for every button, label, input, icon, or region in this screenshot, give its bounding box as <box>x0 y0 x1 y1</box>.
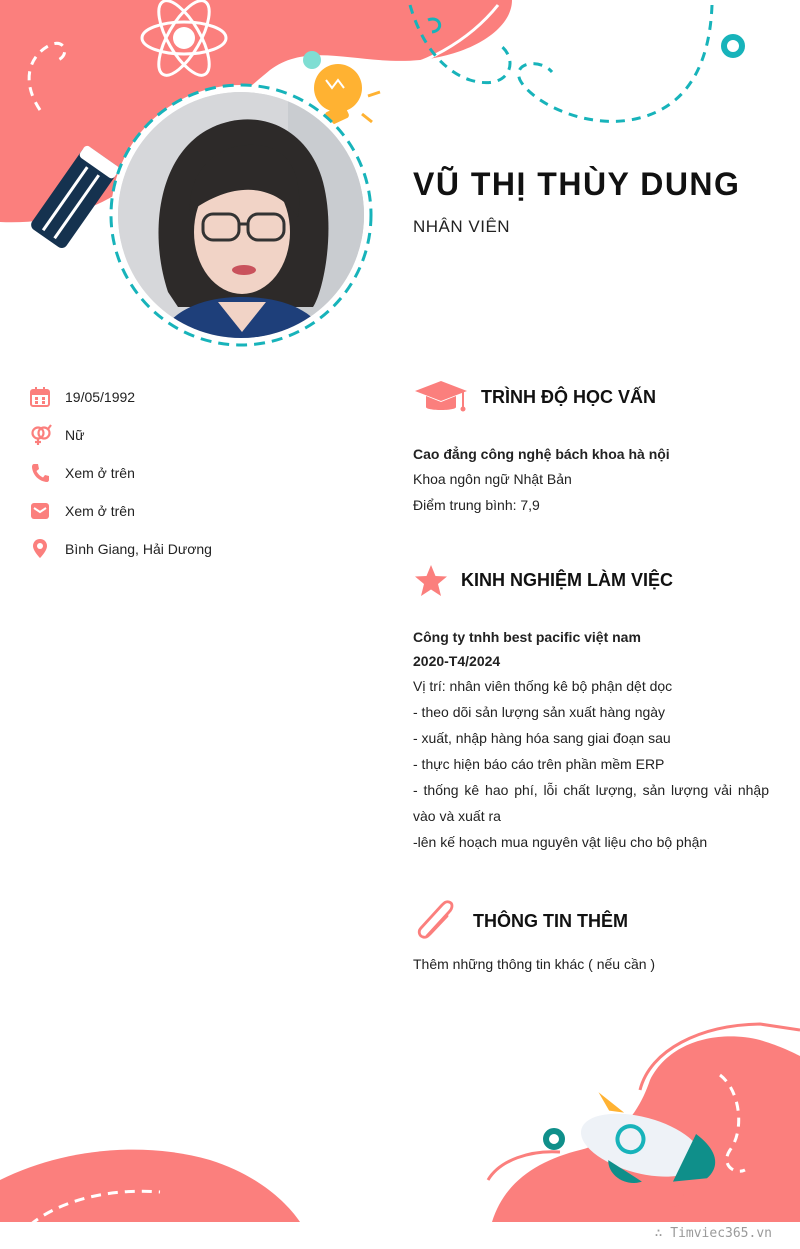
experience-line: Vị trí: nhân viên thống kê bộ phận dệt dọc <box>413 678 673 694</box>
bottom-left-coral-blob <box>0 1150 300 1222</box>
phone-text: Xem ở trên <box>65 465 135 481</box>
location-icon <box>30 538 50 560</box>
experience-line: - thực hiện báo cáo trên phần mềm ERP <box>413 756 665 772</box>
paperclip-icon <box>413 900 459 942</box>
education-school: Cao đẳng công nghệ bách khoa hà nội <box>413 446 670 462</box>
experience-line: - xuất, nhập hàng hóa sang giai đoạn sau <box>413 730 671 746</box>
education-heading: TRÌNH ĐỘ HỌC VẤN <box>481 387 656 407</box>
footer-brand[interactable]: ∴ Timviec365.vn <box>654 1226 772 1241</box>
experience-line: - thống kê hao phí, lỗi chất lượng, sản lượng vải nhập <box>413 782 769 798</box>
email-text: Xem ở trên <box>65 503 135 519</box>
calendar-icon <box>30 386 50 408</box>
gender-text: Nữ <box>65 427 85 443</box>
experience-line: - theo dõi sản lượng sản xuất hàng ngày <box>413 704 666 720</box>
contact-gender <box>30 424 350 454</box>
address-text: Bình Giang, Hải Dương <box>65 541 212 557</box>
candidate-title: NHÂN VIÊN <box>413 217 511 236</box>
extra-text: Thêm những thông tin khác ( nếu cần ) <box>413 956 656 972</box>
extra-heading: THÔNG TIN THÊM <box>473 911 628 931</box>
ring-icon <box>724 37 742 55</box>
contact-email <box>30 500 350 530</box>
ring-icon-bottom <box>546 1131 562 1147</box>
experience-period: 2020-T4/2024 <box>413 653 501 669</box>
contact-address <box>30 538 350 568</box>
experience-line: vào và xuất ra <box>413 808 501 824</box>
email-icon <box>30 500 50 522</box>
graduation-cap-icon <box>413 379 469 415</box>
education-faculty: Khoa ngôn ngữ Nhật Bản <box>413 471 572 487</box>
profile-photo <box>108 82 374 348</box>
experience-company: Công ty tnhh best pacific việt nam <box>413 629 641 645</box>
candidate-name: VŨ THỊ THÙY DUNG <box>413 166 741 202</box>
star-icon <box>413 563 449 599</box>
contact-phone <box>30 462 350 492</box>
experience-line: -lên kế hoạch mua nguyên vật liệu cho bộ phận <box>413 834 708 850</box>
gender-icon <box>30 424 52 446</box>
education-gpa: Điểm trung bình: 7,9 <box>413 497 540 513</box>
contact-birthdate <box>30 386 350 416</box>
dashed-curve-teal-right <box>519 5 712 121</box>
avatar <box>118 92 364 338</box>
experience-heading: KINH NGHIỆM LÀM VIỆC <box>461 570 674 590</box>
birthdate-text: 19/05/1992 <box>65 389 136 405</box>
phone-icon <box>30 462 50 484</box>
